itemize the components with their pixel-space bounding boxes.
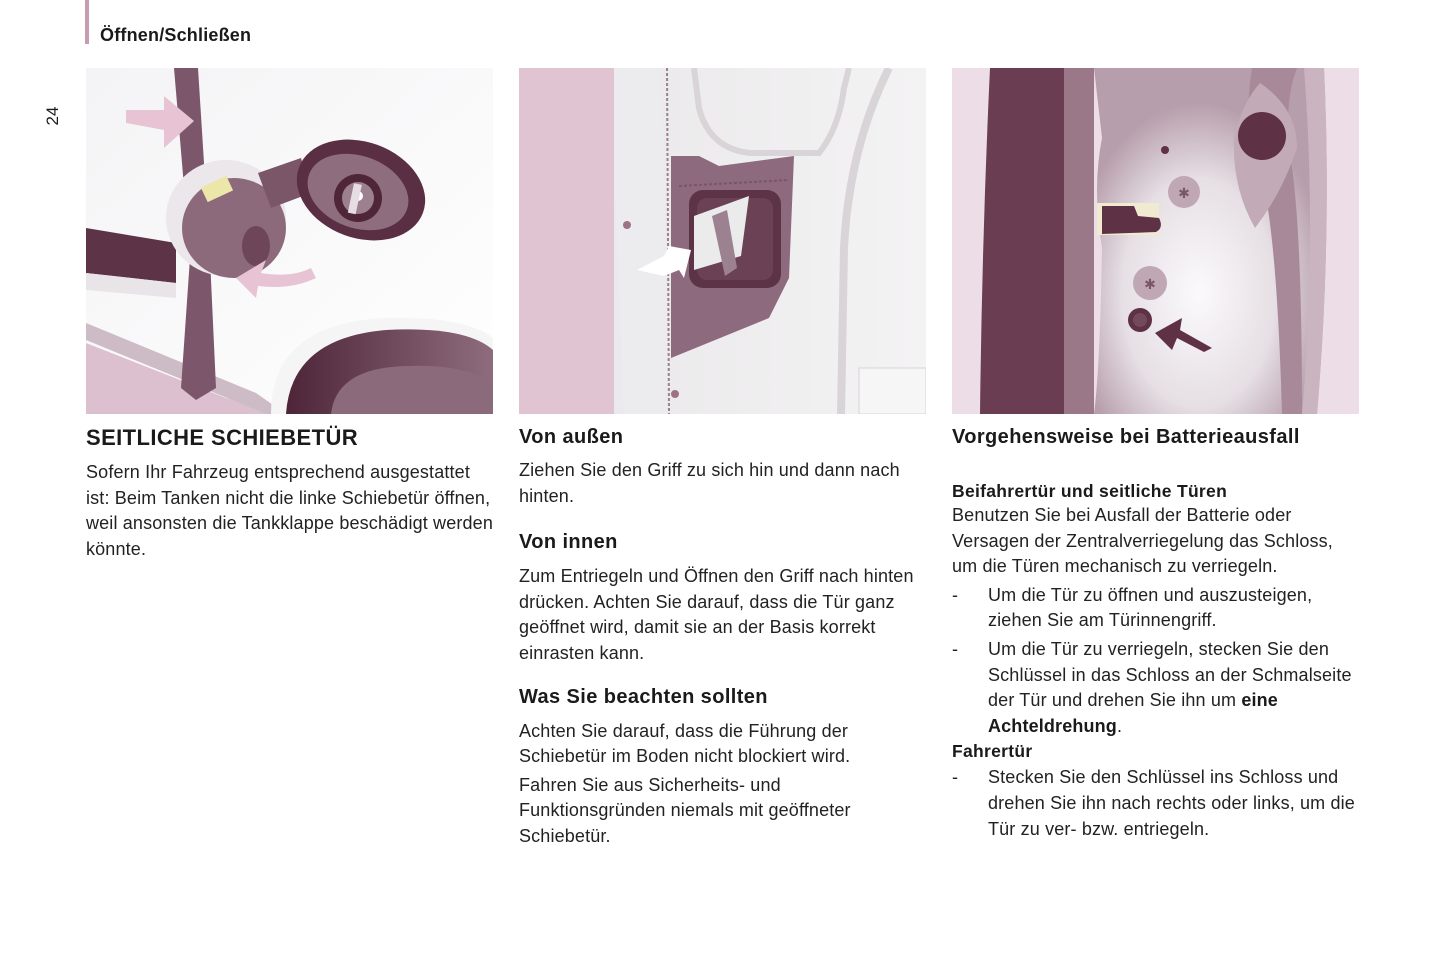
bullet-text bbox=[988, 637, 1359, 739]
heading-passenger-doors: Beifahrertür und seitliche Türen bbox=[952, 481, 1228, 501]
heading-driver-door: Fahrertür bbox=[952, 741, 1033, 762]
column-sliding-door-warning bbox=[86, 68, 493, 562]
door-lock-edge-illustration-icon bbox=[952, 68, 1359, 414]
bullet-dash: - bbox=[952, 584, 958, 605]
heading-from-inside: Von innen bbox=[519, 531, 618, 554]
heading-from-outside: Von außen bbox=[519, 426, 624, 448]
bullet-text: Stecken Sie den Schlüssel ins Schloss und drehen Sie ihn nach rechts oder links, um die Tür zu ver- bzw. entriegeln. bbox=[988, 767, 1355, 839]
paragraph-notes-track: Achten Sie darauf, dass die Führung der Schiebetür im Boden nicht blockiert wird. bbox=[519, 720, 851, 767]
svg-text:✱: ✱ bbox=[1144, 277, 1156, 293]
heading-battery-failure: Vorgehensweise bei Batterieausfall bbox=[952, 426, 1300, 448]
paragraph-notes-driving: Fahren Sie aus Sicherheits- und Funktionsgründen niemals mit geöffneter Schiebetür. bbox=[519, 774, 851, 846]
heading-sliding-door: SEITLICHE SCHIEBETÜR bbox=[86, 425, 359, 450]
list-item bbox=[952, 583, 1359, 634]
paragraph-passenger-doors: Benutzen Sie bei Ausfall der Batterie oder Versagen der Zentralverriegelung das Schloss, um die Türen mechanisch zu verriegeln. bbox=[952, 505, 1333, 577]
paragraph-fuel-warning: Sofern Ihr Fahrzeug entsprechend ausgestattet ist: Beim Tanken nicht die linke Schiebetür öffnen, weil ansonsten die Tankklappe beschädigt werden könnte. bbox=[86, 462, 493, 559]
bullet-text-emphasis: eine Achteldrehung bbox=[988, 690, 1278, 736]
column-sliding-door-operation bbox=[519, 68, 926, 850]
page-number: 24 bbox=[43, 106, 62, 126]
list-item bbox=[952, 637, 1359, 739]
bullet-text-part: Um die Tür zu verriegeln, stecken Sie den Schlüssel in das Schloss an der Schmalseite der Tür und drehen Sie ihn um bbox=[988, 638, 1352, 711]
section-title: Öffnen/Schließen bbox=[100, 25, 252, 45]
bullet-text: Um die Tür zu öffnen und auszusteigen, ziehen Sie am Türinnengriff. bbox=[988, 584, 1313, 631]
paragraph-from-outside: Ziehen Sie den Griff zu sich hin und dann nach hinten. bbox=[519, 460, 900, 506]
fuel-flap-illustration-icon bbox=[86, 68, 493, 414]
header-accent-bar bbox=[85, 0, 89, 44]
bullet-dash: - bbox=[952, 767, 958, 788]
column-battery-failure bbox=[952, 68, 1359, 842]
svg-text:✱: ✱ bbox=[1178, 186, 1190, 202]
bullet-text-part: . bbox=[1116, 715, 1123, 736]
sliding-door-handle-illustration-icon bbox=[519, 68, 926, 414]
bullet-dash: - bbox=[952, 638, 958, 659]
paragraph-from-inside: Zum Entriegeln und Öffnen den Griff nach hinten drücken. Achten Sie darauf, dass die Tür ganz geöffnet wird, damit sie an der Basis korrekt einrasten kann. bbox=[519, 566, 914, 663]
heading-notes: Was Sie beachten sollten bbox=[519, 685, 768, 708]
list-item bbox=[952, 765, 1359, 842]
